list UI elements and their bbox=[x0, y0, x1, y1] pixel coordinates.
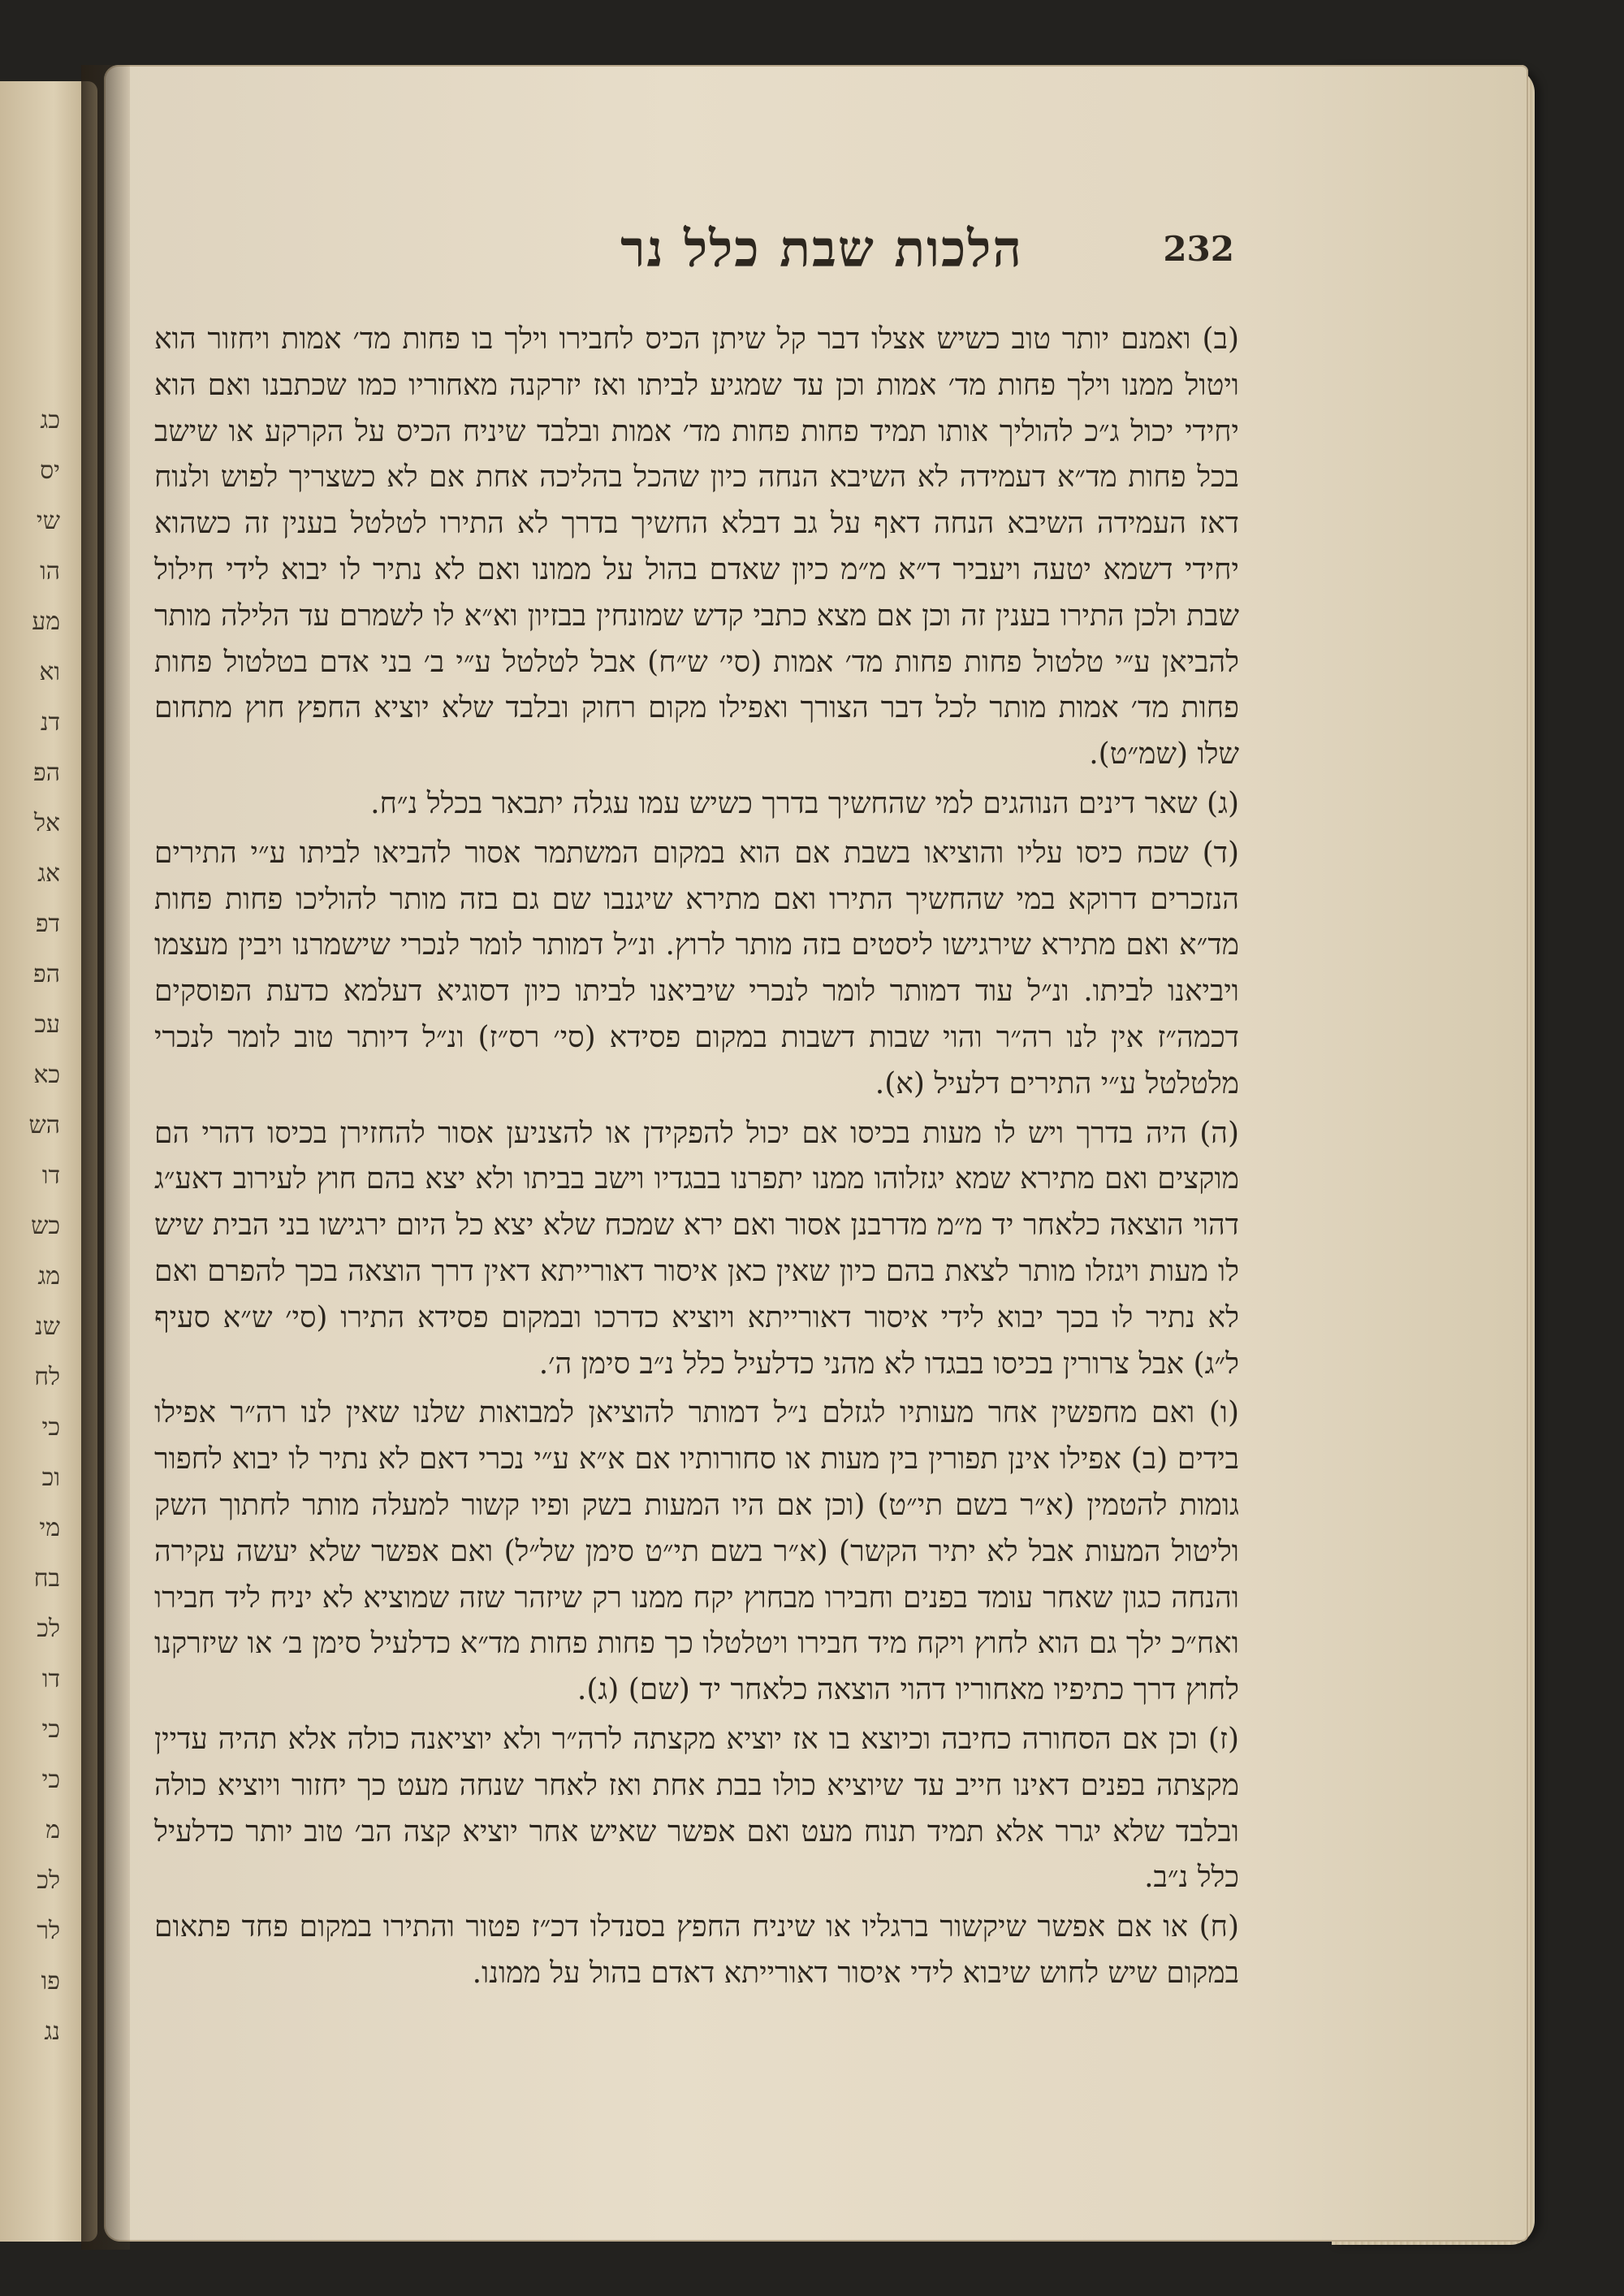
adjacent-page-fragment: שי bbox=[36, 507, 60, 535]
adjacent-page-fragment: אל bbox=[33, 809, 60, 837]
adjacent-page-fragment: וא bbox=[39, 658, 60, 686]
page-title: הלכות שבת כלל נר bbox=[620, 219, 1023, 279]
adjacent-page-fragment: דו bbox=[41, 1665, 60, 1693]
adjacent-page-fragment: עכ bbox=[34, 1010, 60, 1039]
adjacent-page-fragment: לכ bbox=[37, 1866, 60, 1895]
adjacent-page-fragment: יס bbox=[40, 456, 60, 485]
paragraph-h: (ה) היה בדרך ויש לו מעות בכיסו אם יכול להפקידן או להצניען אסור להחזירן בכיסו דהרי הם מוקצים ואם מתירא שמא יגזלוהו ממנו יתפרנו בבגדיו וישב בביתו ולא יצא בהם חוץ לעירוב דאע״ג דהוי הוצאה כלאחר יד מ״מ מדרבנן אסור ואם ירא שמכח שלא יצא כל היום ירגישו בני הבית שיש לו מעות ויגזלו מותר לצאת בהם כיון שאין כאן איסור דאורייתא דאין דרך הוצאה בכך להפרם ואם לא נתיר לו בכך יבוא לידי איסור דאורייתא ויוציא כדרכו ובמקום פסידא התירו (סי׳ ש״א סעיף ל״ג) אבל צרורין בכיסו בבגדו לא מהני כדלעיל כלל נ״ב סימן ה׳. bbox=[154, 1116, 1239, 1381]
paragraph-z: (ז) וכן אם הסחורה כחיבה וכיוצא בו אז יוציא מקצתה לרה״ר ולא יוציאנה כולה אלא תהיה עדיין מקצתה בפנים דאינו חייב עד שיוציא כולו בבת אחת ואז לאחר שנחה מעט כך יחזור ויוציא כולה ובלבד שלא יגרר אלא תמיד תנוח מעט ואם אפשר שאיש אחר יוציא קצה הב׳ טוב יותר כדלעיל כלל נ״ב. bbox=[154, 1722, 1239, 1895]
adjacent-page-fragment: לח bbox=[34, 1363, 60, 1391]
spine-shadow bbox=[81, 65, 130, 2250]
adjacent-page-fragment: מג bbox=[37, 1262, 60, 1291]
adjacent-page-fragment: שנ bbox=[35, 1312, 60, 1341]
paragraph-d: (ד) שכח כיסו עליו והוציאו בשבת אם הוא במקום המשתמר אסור להביאו לביתו ע״י התירים הנזכרים דרוקא במי שהחשיך התירו ואם מתירא שיגנבו שם גם בזה מותר להוליכו פחות פחות מד״א ואם מתירא שירגישו ליסטים בזה מותר לרוץ. ונ״ל דמותר לומר לנכרי שישמרנו ויבין מעצמו ויביאנו לביתו. ונ״ל עוד דמותר לומר לנכרי שיביאנו לביתו כיון דסוגיא דעלמא כדעת הפוסקים דכמה״ז אין לנו רה״ר והוי שבות דשבות במקום פסידא (סי׳ רס״ז) ונ״ל דיותר טוב לומר לנכרי מלטלטל ע״י התירים דלעיל (א). bbox=[154, 836, 1239, 1100]
adjacent-page-fragment: מי bbox=[39, 1514, 60, 1542]
adjacent-page-fragment: מע bbox=[32, 608, 60, 636]
adjacent-page-fragment: פו bbox=[41, 1967, 60, 1995]
page-header bbox=[455, 219, 1234, 292]
page-body bbox=[154, 317, 1239, 1997]
adjacent-page-fragment: דפ bbox=[35, 910, 60, 938]
adjacent-page-fragment: כי bbox=[41, 1413, 60, 1442]
paragraph-ch: (ח) או אם אפשר שיקשור ברגליו או שיניח החפץ בסנדלו דכ״ז פטור והתירו במקום פחד פתאום במקום שיש לחוש שיבוא לידי איסור דאורייתא דאדם בהול על ממונו. bbox=[154, 1910, 1239, 1990]
adjacent-page-fragment: לכ bbox=[37, 1615, 60, 1643]
adjacent-page-fragment: הו bbox=[40, 557, 60, 586]
paragraph-b: (ב) ואמנם יותר טוב כשיש אצלו דבר קל שיתן הכיס לחבירו וילך בו פחות מד׳ אמות ויחזור הוא ויטול ממנו וילך פחות מד׳ אמות וכן עד שמגיע לביתו ואז יזרקנה מאחוריו כמו שכתבנו ואם הוא יחידי יכול ג״כ להוליך אותו תמיד פחות פחות מד׳ אמות ובלבד שיניח הכיס על הקרקע או שישב בכל פחות מד״א דעמידה לא השיבא הנחה כיון שהכל בהליכה אחת אם לא כשצריך לפוש ולנוח דאז העמידה השיבא הנחה דאף על גב דבלא החשיך בדרך לא התירו לטלטל בענין זה כשהוא יחידי דשמא יטעה ויעביר ד״א מ״מ כיון שאדם בהול על ממונו ואם לא נתיר לו יבוא לידי חילול שבת ולכן התירו בענין זה וכן אם מצא כתבי קדש שמונחין בבזיון וא״א לו לשמרם עד הלילה מותר להביאן ע״י טלטול פחות פחות מד׳ אמות (סי׳ ש״ח) אבל לטלטל ע״י ב׳ בני אדם בטלטול פחות פחות מד׳ אמות מותר לכל דבר הצורך ואפילו מקום רחוק ובלבד שלא יוציא החפץ חוץ מתחום שלו (שמ״ט). bbox=[154, 322, 1239, 772]
adjacent-page-fragment: נג bbox=[44, 2017, 60, 2046]
paragraph-v: (ו) ואם מחפשין אחר מעותיו לגזלם נ״ל דמותר להוציאן למבואות שלנו שאין לנו רה״ר אפילו בידים (ב) אפילו אינן תפורין בין מעות או סחורותיו אם א״א ע״י נכרי דאם לא נתיר לו יבוא לחפור גומות להטמין (א״ר בשם תי״ט) (וכן אם היו המעות בשק ופיו קשור למעלה מותר לחתוך השק וליטול המעות אבל לא יתיר הקשר) (א״ר בשם תי״ט סימן של״ל) ואם אפשר שלא יעשה עקירה והנחה כגון שאחר עומד בפנים וחבירו מבחוץ יקח ממנו רק שיזהר שזה שמוציא לא יניח ליד חבירו ואח״כ ילך גם הוא לחוץ ויקח מיד חבירו ויטלטלו כך פחות פחות מד״א כדלעיל סימן ב׳ או שיזרקנו לחוץ דרך כתיפיו מאחוריו דהוי הוצאה כלאחר יד (שם) (ג). bbox=[154, 1396, 1239, 1707]
page-number: 232 bbox=[1163, 229, 1234, 269]
adjacent-page-fragment: דנ bbox=[40, 708, 60, 737]
adjacent-page-fragment: כג bbox=[40, 406, 60, 435]
adjacent-page-fragment: וכ bbox=[41, 1464, 60, 1492]
adjacent-page-fragment: דו bbox=[41, 1161, 60, 1190]
adjacent-page-fragment: כי bbox=[41, 1715, 60, 1744]
adjacent-page-fragment: הפ bbox=[33, 960, 60, 988]
adjacent-page-fragment: כא bbox=[33, 1061, 60, 1089]
adjacent-page-fragment: בח bbox=[33, 1564, 60, 1593]
adjacent-page-fragment: לר bbox=[37, 1917, 60, 1945]
adjacent-page-fragment: כש bbox=[31, 1212, 60, 1240]
adjacent-page-fragment: כי bbox=[41, 1766, 60, 1794]
paragraph-g: (ג) שאר דינים הנוהגים למי שהחשיך בדרך כשיש עמו עגלה יתבאר בכלל נ״ח. bbox=[370, 786, 1239, 820]
adjacent-page-fragment: מ bbox=[45, 1816, 60, 1844]
adjacent-page-fragment: הפ bbox=[33, 759, 60, 787]
adjacent-page-fragment: הש bbox=[28, 1111, 60, 1139]
adjacent-page-fragment: אג bbox=[37, 859, 60, 888]
